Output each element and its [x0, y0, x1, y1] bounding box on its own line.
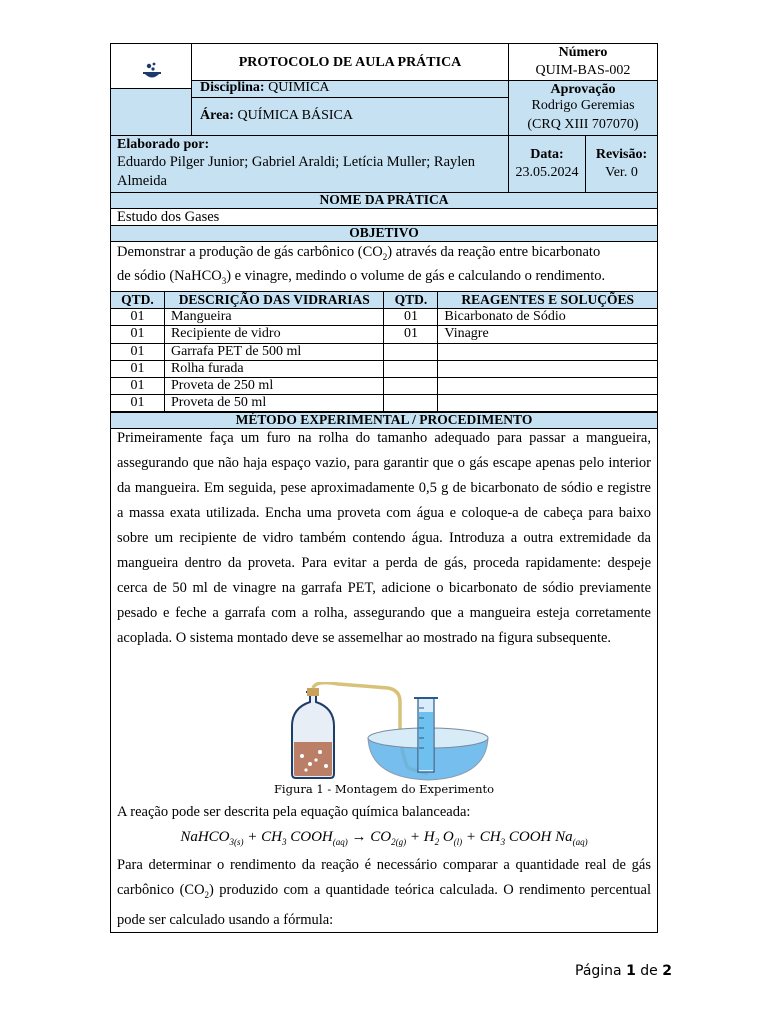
reagente-cell [438, 395, 658, 412]
table-row [111, 395, 658, 412]
objetivo-heading: OBJETIVO [110, 225, 658, 242]
revisao-cell [585, 135, 658, 193]
aprovacao-crq: (CRQ XIII 707070) [527, 117, 639, 132]
vidraria-cell: Proveta de 50 ml [164, 395, 384, 412]
data-value: 23.05.2024 [515, 165, 579, 180]
elaborado-line1: Eduardo Pilger Junior; Gabriel Araldi; Letícia Muller; Raylen [117, 154, 475, 170]
qtd-header: QTD. [384, 292, 438, 309]
nome-pratica-row [110, 208, 658, 226]
table-row [111, 343, 658, 360]
aprovacao-cell [508, 80, 658, 136]
figure-caption: Figura 1 - Montagem do Experimento [273, 782, 495, 796]
reagente-cell [438, 343, 658, 360]
objetivo-row [110, 241, 658, 292]
reagente-cell [438, 377, 658, 394]
qtd-cell [384, 395, 438, 412]
qtd-cell: 01 [111, 377, 165, 394]
materials-header-row [111, 292, 658, 309]
numero-value: QUIM-BAS-002 [535, 63, 631, 78]
qtd-cell [384, 343, 438, 360]
rendimento-paragraph: Para determinar o rendimento da reação é necessário comparar a quantidade real de gás carbônico $(CO_2)$ produzido com a quantidade teórica calculada. O rendimento percentual pode ser calculado usando a fórmula: [117, 857, 652, 928]
table-row [111, 309, 658, 326]
metodo-heading: MÉTODO EXPERIMENTAL / PROCEDIMENTO [110, 412, 658, 429]
elaborado-cell [110, 135, 509, 193]
metodo-paragraph: Primeiramente faça um furo na rolha do tamanho adequado para passar a mangueira, assegurando que não haja espaço vazio, para garantir que o gás escape apenas pelo interior da mangueira. Em seguida, pese aproximadamente 0,5 g de bicarbonato de sódio e registre a massa exata utilizada. Encha uma proveta com água e coloque-a de cabeça para baixo sobre um recipiente de vidro também contendo água. Introduza a outra extremidade da mangueira dentro da proveta. Para evitar a perda de gás, proceda rapidamente: despeje cerca de 50 ml de vinagre na garrafa PET, adicione o bicarbonato de sódio previamente pesado e feche a garrafa com a rolha, assegurando que a mangueira esteja corretamente acoplada. O sistema montado deve se assemelhar ao mostrado na figura subsequente. [117, 430, 651, 646]
vidraria-cell: Rolha furada [164, 360, 384, 377]
qtd-cell: 01 [384, 326, 438, 343]
numero-label: Número [558, 45, 608, 60]
vidraria-cell: Recipiente de vidro [164, 326, 384, 343]
title-cell [191, 43, 509, 81]
data-cell [508, 135, 586, 193]
qtd-header: QTD. [111, 292, 165, 309]
qtd-cell: 01 [111, 395, 165, 412]
table-row [111, 377, 658, 394]
reagente-cell: Vinagre [438, 326, 658, 343]
reagente-cell [438, 360, 658, 377]
nome-pratica-heading: NOME DA PRÁTICA [110, 192, 658, 209]
elaborado-line2: Almeida [117, 173, 167, 189]
objetivo-line1: Demonstrar a produção de gás carbônico $(CO_2)$ através da reação entre bicarbonato [117, 244, 601, 262]
table-row [111, 326, 658, 343]
reagentes-header: REAGENTES E SOLUÇÕES [438, 292, 658, 309]
disciplina-line: Disciplina: QUIMICA [200, 80, 330, 95]
numero-cell [508, 43, 658, 81]
qtd-cell [384, 360, 438, 377]
vidraria-cell: Garrafa PET de 500 ml [164, 343, 384, 360]
disciplina-cell [191, 80, 509, 98]
qtd-cell: 01 [384, 309, 438, 326]
left-blue-band [110, 88, 192, 136]
aprovacao-label: Aprovação [550, 82, 616, 97]
table-row [111, 360, 658, 377]
vidrarias-header: DESCRIÇÃO DAS VIDRARIAS [164, 292, 384, 309]
experiment-setup-figure [288, 682, 508, 782]
nome-pratica-value: Estudo dos Gases [117, 209, 220, 225]
objetivo-line2: de sódio (NaHCO$_3$) e vinagre, medindo o volume de gás e calculando o rendimento. [117, 268, 606, 286]
page-number: Página 1 de 2 [575, 963, 672, 979]
reagente-cell: Bicarbonato de Sódio [438, 309, 658, 326]
qtd-cell: 01 [111, 309, 165, 326]
qtd-cell: 01 [111, 360, 165, 377]
qtd-cell [384, 377, 438, 394]
revisao-value: Ver. 0 [605, 165, 638, 180]
vidraria-cell: Proveta de 250 ml [164, 377, 384, 394]
aprovacao-name: Rodrigo Geremias [531, 98, 635, 113]
area-cell [191, 97, 509, 136]
qtd-cell: 01 [111, 343, 165, 360]
chemical-equation: NaHCO$_{3(s)}$ + $CH_3$ $COOH_{(aq)} \to CO_{2(g)} + H_2$ $O_{(l)} + CH_3$ COOH $Na_{(aq)}$ [180, 829, 588, 847]
data-label: Data: [530, 147, 564, 162]
revisao-label: Revisão: [595, 147, 648, 162]
reaction-intro: A reação pode ser descrita pela equação química balanceada: [117, 804, 471, 820]
vidraria-cell: Mangueira [164, 309, 384, 326]
protocol-title: PROTOCOLO DE AULA PRÁTICA [238, 55, 462, 70]
qtd-cell: 01 [111, 326, 165, 343]
area-line: Área: QUÍMICA BÁSICA [200, 108, 353, 123]
materials-table [110, 291, 658, 412]
elaborado-label: Elaborado por: [117, 137, 210, 152]
lab-flask-logo-icon [141, 60, 163, 82]
